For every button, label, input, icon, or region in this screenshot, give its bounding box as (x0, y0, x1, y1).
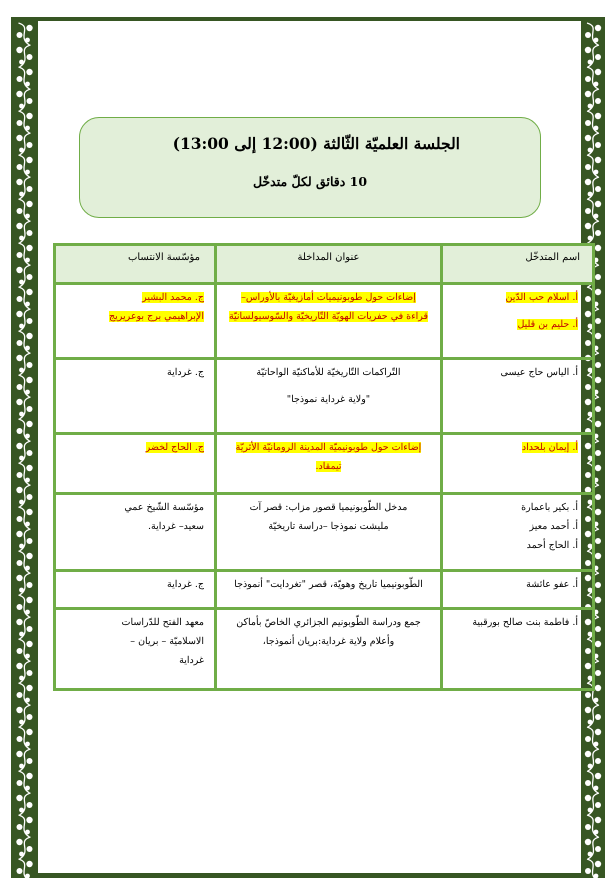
speaker-cell-line (444, 318, 578, 331)
institution-cell-line (57, 520, 204, 533)
institution-cell-text: الإبراهيمي برج بوعريريج (108, 311, 204, 322)
topic-cell (216, 358, 442, 434)
speaker-cell (442, 284, 594, 359)
floral-vine-icon (11, 17, 38, 878)
speaker-cell-line (444, 291, 578, 304)
topic-cell-text: "ولاية غرداية نموذجا" (286, 393, 371, 405)
institution-cell-text: ج. غرداية (167, 366, 204, 378)
topic-cell-line (221, 441, 436, 454)
institution-cell-line (57, 291, 204, 304)
institution-cell-line (57, 441, 204, 454)
topic-cell-text: التّراكمات التّاريخيّة للأماكنيّة الواحاتيّة (256, 366, 401, 378)
header-institution: مؤسّسة الانتساب (55, 245, 216, 284)
institution-cell-text: سعيد– غرداية. (147, 521, 204, 533)
speaker-cell-line (444, 578, 578, 591)
session-header-box (79, 117, 541, 218)
topic-cell (216, 570, 442, 608)
institution-cell-text: ج. الحاج لخضر (145, 442, 204, 454)
institution-cell-line (57, 654, 204, 667)
topic-cell-text: مدخل الطّوبونيميا قصور مزاب: قصر آت (249, 502, 408, 514)
table-header-row (55, 245, 594, 284)
table-row (55, 358, 594, 434)
speaker-cell (442, 570, 594, 608)
program-table (53, 243, 595, 691)
speaker-cell-text: أ. حليم بن قليل (517, 319, 578, 330)
topic-cell-line (221, 310, 436, 323)
institution-cell-line (57, 635, 204, 648)
institution-cell (55, 570, 216, 608)
institution-cell (55, 494, 216, 571)
session-subtitle: 10 دقائق لكلّ متدخّل (252, 174, 368, 189)
page-border-left (11, 17, 38, 878)
topic-cell-text: إضاءات حول طوبونيميات أمازيغيّة بالأوراس– (241, 292, 416, 303)
topic-cell-line (221, 393, 436, 406)
institution-cell-text: غرداية (179, 654, 204, 666)
institution-cell-text: ج. غرداية (167, 578, 204, 590)
table-row (55, 434, 594, 494)
table-row (55, 570, 594, 608)
speaker-cell-text: أ. الياس حاج عيسى (500, 366, 578, 378)
speaker-cell-text: أ. اسلام حب الدّين (505, 292, 578, 303)
topic-cell (216, 434, 442, 494)
topic-cell-line (221, 520, 436, 533)
topic-cell-text: قراءة في حفريات الهويّة التّاريخيّة والسّوسيولسانيّة (228, 311, 429, 322)
topic-cell-text: مليشت نموذجا –دراسة تاريخيّة (268, 521, 389, 533)
speaker-cell-line (444, 441, 578, 454)
institution-cell-text: معهد الفتح للدّراسات (121, 616, 204, 628)
topic-cell-line (221, 616, 436, 629)
topic-cell-text: جمع ودراسة الطّوبونيم الجزائري الخاصّ بأماكن (236, 616, 421, 628)
speaker-cell-line (444, 520, 578, 533)
institution-cell-line (57, 366, 204, 379)
topic-cell-text: وأعلام ولاية غرداية:بريان أنموذجا، (262, 635, 395, 647)
institution-cell (55, 284, 216, 359)
speaker-cell (442, 494, 594, 571)
institution-cell-text: ج. محمد البشير (142, 292, 204, 303)
topic-cell (216, 284, 442, 359)
topic-cell-text: تيمقاد. (315, 461, 342, 473)
speaker-cell-text: أ. عفو عائشة (526, 578, 578, 590)
topic-cell-text: إضاءات حول طوبونيميّة المدينة الرومانيّة الأثريّة (235, 442, 422, 454)
topic-cell-line (221, 635, 436, 648)
speaker-cell-text: أ. أحمد معيز (529, 521, 578, 533)
institution-cell (55, 434, 216, 494)
speaker-cell-text: أ. الحاج أحمد (526, 540, 578, 552)
speaker-cell (442, 358, 594, 434)
header-topic: عنوان المداخلة (216, 245, 442, 284)
topic-cell-line (221, 501, 436, 514)
topic-cell-line (221, 460, 436, 473)
session-title: الجلسة العلميّة الثّالثة (12:00 إلى 13:00) (172, 134, 460, 153)
table-row (55, 284, 594, 359)
speaker-cell-text: أ. بكير باعمارة (521, 502, 578, 514)
topic-cell (216, 494, 442, 571)
institution-cell-line (57, 578, 204, 591)
speaker-cell-line (444, 366, 578, 379)
topic-cell-text: الطّوبونيميا تاريخ وهويّة، قصر "تغردايت" أنموذجا (234, 578, 423, 590)
topic-cell-line (221, 366, 436, 379)
page-border-top (11, 17, 605, 21)
institution-cell-line (57, 501, 204, 514)
speaker-cell-text: أ. إيمان بلحداد (521, 442, 578, 454)
speaker-cell (442, 434, 594, 494)
speaker-cell (442, 608, 594, 689)
institution-cell-text: الاسلاميّة – بريان – (130, 635, 204, 647)
speaker-cell-line (444, 539, 578, 552)
speaker-cell-line (444, 616, 578, 629)
speaker-cell-text: أ. فاطمة بنت صالح بورقبية (472, 616, 578, 628)
institution-cell (55, 608, 216, 689)
topic-cell-line (221, 291, 436, 304)
institution-cell-line (57, 616, 204, 629)
speaker-cell-line (444, 501, 578, 514)
topic-cell-line (221, 578, 436, 591)
institution-cell-line (57, 310, 204, 323)
topic-cell (216, 608, 442, 689)
institution-cell-text: مؤسّسة الشّيخ عمي (124, 502, 204, 514)
page-border-bottom (11, 873, 605, 878)
table-row (55, 608, 594, 689)
header-speaker: اسم المتدخّل (442, 245, 594, 284)
institution-cell (55, 358, 216, 434)
table-row (55, 494, 594, 571)
